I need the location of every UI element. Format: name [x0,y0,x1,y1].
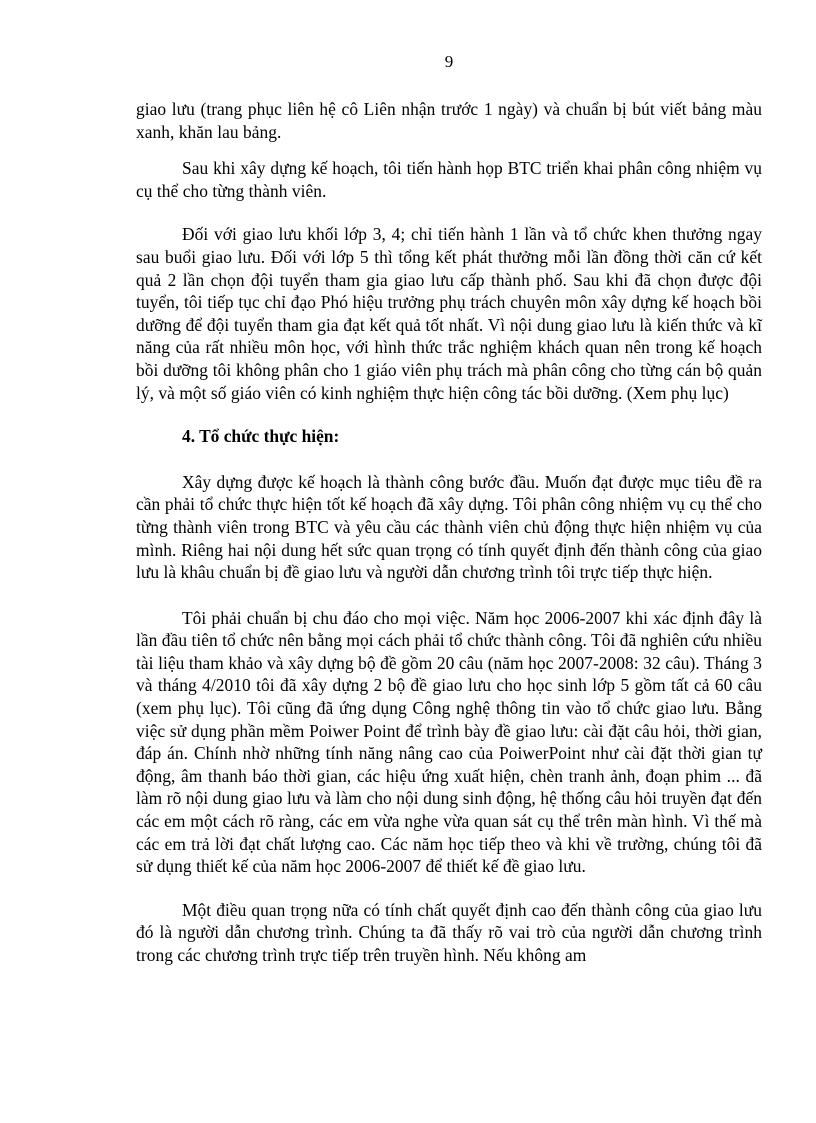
paragraph-btc-meeting: Sau khi xây dựng kế hoạch, tôi tiến hành họp BTC triển khai phân công nhiệm vụ cụ thể cho từng thành viên. [136,158,762,201]
paragraph-preparation: Tôi phải chuẩn bị chu đáo cho mọi việc. Năm học 2006-2007 khi xác định đây là lần đầu tiên tổ chức nên bằng mọi cách phải tổ chức thành công. Tôi đã nghiên cứu nhiều tài liệu tham khảo và xây dựng bộ đề gồm 20 câu (năm học 2007-2008: 32 câu). Tháng 3 và tháng 4/2010 tôi đã xây dựng 2 bộ đề giao lưu cho học sinh lớp 5 gồm tất cả 60 câu (xem phụ lục). Tôi cũng đã ứng dụng Công nghệ thông tin vào tổ chức giao lưu. Bằng việc sử dụng phần mềm Poiwer Point để trình bày đề giao lưu: cài đặt câu hỏi, thời gian, đáp án. Chính nhờ những tính năng nâng cao của PoiwerPoint như cài đặt thời gian tự động, âm thanh báo thời gian, các hiệu ứng xuất hiện, chèn tranh ảnh, đoạn phim ... đã làm rõ nội dung giao lưu và làm cho nội dung sinh động, hệ thống câu hỏi truyền đạt đến các em một cách rõ ràng, các em vừa nghe vừa quan sát cụ thể trên màn hình. Vì thế mà các em trả lời đạt chất lượng cao. Các năm học tiếp theo và khi về trường, chúng tôi đã sử dụng thiết kế của năm học 2006-2007 để thiết kế đề giao lưu. [136,607,762,877]
page-number: 9 [444,52,454,71]
paragraph-grade-exchange: Đối với giao lưu khối lớp 3, 4; chỉ tiến hành 1 lần và tổ chức khen thưởng ngay sau buổi giao lưu. Đối với lớp 5 thì tổng kết phát thưởng mỗi lần đồng thời căn cứ kết quả 2 lần chọn đội tuyển tham gia giao lưu cấp thành phố. Sau khi đã chọn được đội tuyển, tôi tiếp tục chỉ đạo Phó hiệu trưởng phụ trách chuyên môn xây dựng kế hoạch bồi dưỡng để đội tuyển tham gia đạt kết quả tốt nhất. Vì nội dung giao lưu là kiến thức và kĩ năng của rất nhiều môn học, với hình thức trắc nghiệm khách quan nên trong kế hoạch bồi dưỡng tôi không phân cho 1 giáo viên phụ trách mà phân công cho từng cán bộ quản lý, và một số giáo viên có kinh nghiệm thực hiện công tác bồi dưỡng. (Xem phụ lục) [136,224,762,403]
paragraph-continuation: giao lưu (trang phục liên hệ cô Liên nhận trước 1 ngày) và chuẩn bị bút viết bảng màu xanh, khăn lau bảng. [136,99,762,142]
section-heading: 4. Tổ chức thực hiện: [182,426,340,447]
paragraph-plan-implementation: Xây dựng được kế hoạch là thành công bước đầu. Muốn đạt được mục tiêu đề ra cần phải tổ chức thực hiện tốt kế hoạch đã xây dựng. Tôi phân công nhiệm vụ cụ thể cho từng thành viên trong BTC và yêu cầu các thành viên chủ động thực hiện nhiệm vụ của mình. Riêng hai nội dung hết sức quan trọng có tính quyết định đến thành công của giao lưu là khâu chuẩn bị đề giao lưu và người dẫn chương trình tôi trực tiếp thực hiện. [136,471,762,583]
paragraph-host-role: Một điều quan trọng nữa có tính chất quyết định cao đến thành công của giao lưu đó là người dẫn chương trình. Chúng ta đã thấy rõ vai trò của người dẫn chương trình trong các chương trình trực tiếp trên truyền hình. Nếu không am [136,899,762,965]
